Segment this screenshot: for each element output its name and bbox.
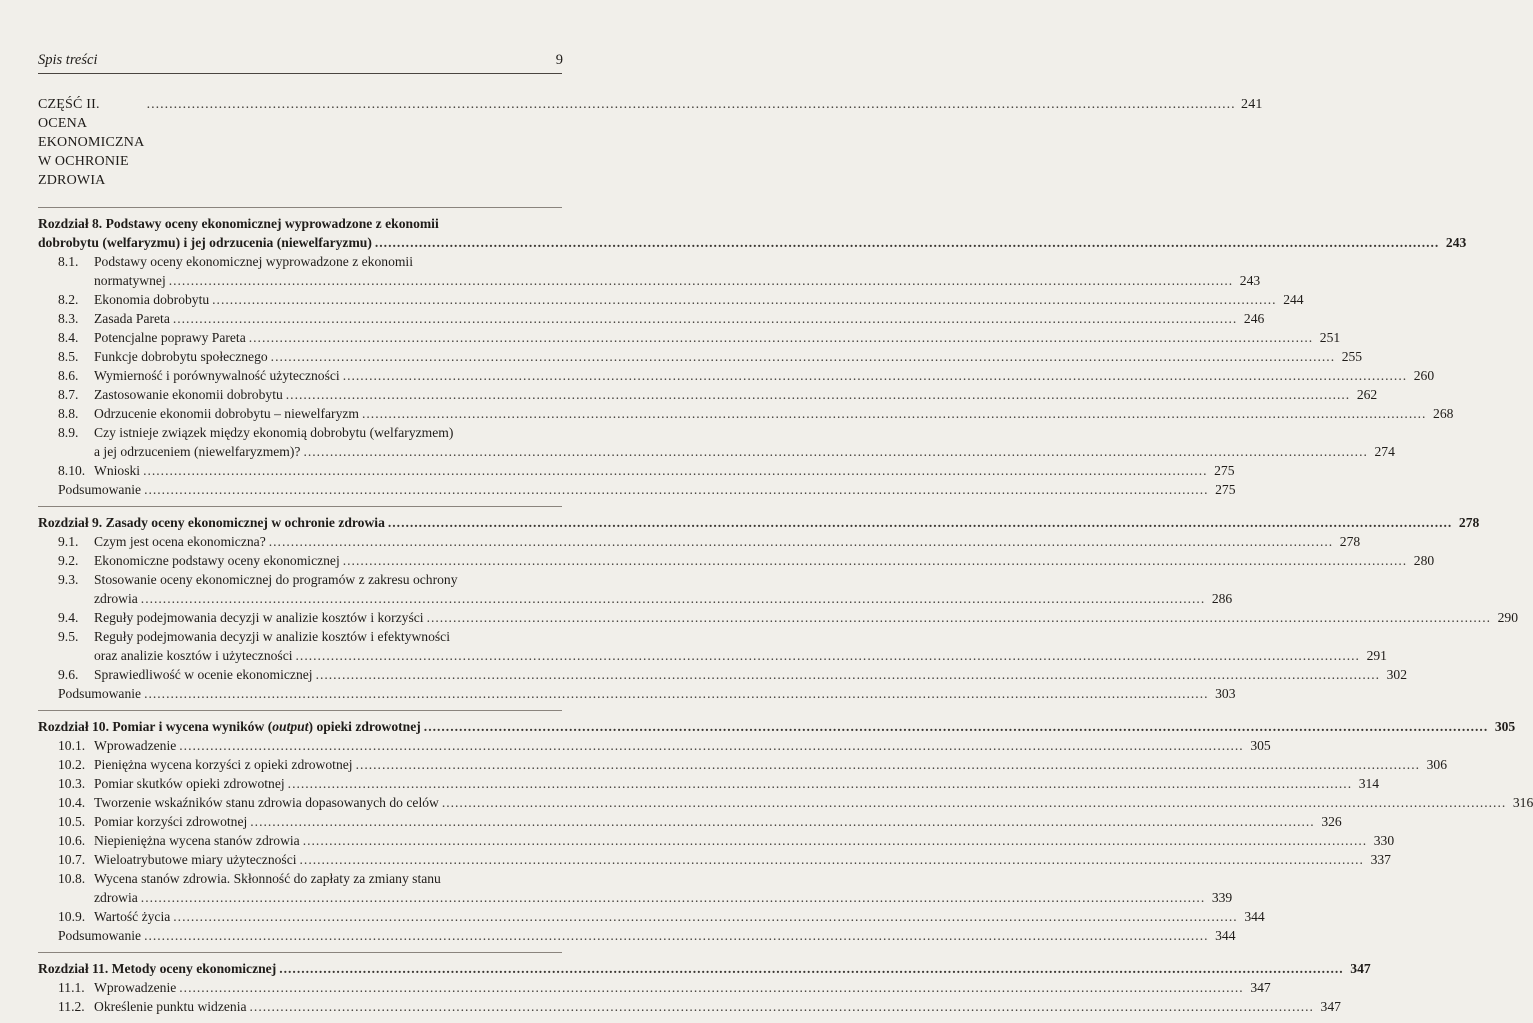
dot-leader xyxy=(424,717,1488,736)
part-page: 241 xyxy=(1241,97,1263,112)
entry-page: 244 xyxy=(1283,292,1304,307)
toc-entry[interactable] xyxy=(38,532,1361,551)
toc-entry[interactable] xyxy=(38,997,1341,1016)
entry-title: normatywnej xyxy=(94,273,166,288)
chapter-section xyxy=(38,506,1518,703)
chapter-page: 347 xyxy=(1350,961,1371,976)
toc-entry[interactable] xyxy=(38,328,1341,347)
toc-entry[interactable] xyxy=(38,850,1391,869)
entry-line xyxy=(94,627,1387,646)
chapter-heading xyxy=(38,214,1467,252)
entry-title: Czy istnieje związek między ekonomią dobrobytu (welfaryzmem) xyxy=(94,425,454,440)
dot-leader xyxy=(143,461,1207,480)
entry-line xyxy=(94,328,1340,347)
dot-leader xyxy=(250,812,1314,831)
chapter-heading xyxy=(38,717,1516,736)
toc-entry[interactable] xyxy=(38,793,1533,812)
entry-line xyxy=(94,423,1395,442)
summary-entry[interactable] xyxy=(38,480,1236,499)
entry-page: 268 xyxy=(1433,406,1454,421)
entry-number: 9.5. xyxy=(58,629,79,644)
entry-page: 274 xyxy=(1374,444,1395,459)
entry-page: 347 xyxy=(1250,980,1271,995)
toc-entry[interactable] xyxy=(38,385,1378,404)
entry-line xyxy=(94,793,1533,812)
italic-term: output xyxy=(272,719,309,734)
dot-leader xyxy=(296,646,1360,665)
dot-leader xyxy=(303,442,1367,461)
entry-title: Tworzenie wskaźników stanu zdrowia dopasowanych do celów xyxy=(94,795,439,810)
entry-number: 10.6. xyxy=(58,833,86,848)
dot-leader xyxy=(144,480,1208,499)
entry-page: 339 xyxy=(1211,890,1233,905)
summary-label: Podsumowanie xyxy=(58,928,142,943)
dot-leader xyxy=(442,793,1506,812)
entry-number: 8.4. xyxy=(58,330,79,345)
entry-body xyxy=(94,665,1407,684)
entry-body xyxy=(94,736,1271,755)
summary-label: Podsumowanie xyxy=(58,686,142,701)
entry-number: 10.2. xyxy=(58,757,86,772)
entry-page: 246 xyxy=(1243,311,1265,326)
entry-line xyxy=(94,366,1434,385)
entry-body xyxy=(94,608,1518,627)
entry-title: Określenie punktu widzenia xyxy=(94,999,247,1014)
entry-number: 10.5. xyxy=(58,814,86,829)
entry-title: Pomiar korzyści zdrowotnej xyxy=(94,814,248,829)
entry-line xyxy=(94,309,1264,328)
toc-entry[interactable] xyxy=(38,755,1447,774)
entry-page: 286 xyxy=(1211,591,1233,606)
entry-page: 344 xyxy=(1244,909,1265,924)
entry-line xyxy=(94,461,1235,480)
toc-entry[interactable] xyxy=(38,366,1435,385)
entry-title: Wartość życia xyxy=(94,909,171,924)
toc-entry[interactable] xyxy=(38,347,1363,366)
entry-line xyxy=(94,271,1260,290)
chapter-page: 278 xyxy=(1458,515,1480,530)
dot-leader xyxy=(316,665,1380,684)
entry-number: 8.6. xyxy=(58,368,79,383)
summary-entry[interactable] xyxy=(38,926,1236,945)
chapter-page: 305 xyxy=(1494,719,1516,734)
entry-title: oraz analizie kosztów i użyteczności xyxy=(94,648,293,663)
entry-body xyxy=(94,252,1260,290)
entry-page: 290 xyxy=(1497,610,1518,625)
entry-number: 11.2. xyxy=(58,999,85,1014)
entry-line xyxy=(94,869,1232,888)
entry-body xyxy=(94,532,1360,551)
entry-title: a jej odrzuceniem (niewelfaryzmem)? xyxy=(94,444,301,459)
dot-leader xyxy=(179,978,1243,997)
entry-body xyxy=(94,793,1533,812)
entry-page: 243 xyxy=(1239,273,1261,288)
entry-title: Reguły podejmowania decyzji w analizie kosztów i korzyści xyxy=(94,610,424,625)
entry-page: 326 xyxy=(1321,814,1342,829)
entry-number: 9.3. xyxy=(58,572,79,587)
toc-entry[interactable] xyxy=(38,812,1342,831)
entry-body xyxy=(94,869,1232,907)
entry-body xyxy=(94,755,1447,774)
entry-line xyxy=(94,252,1260,271)
entry-line xyxy=(94,907,1265,926)
toc-entry[interactable] xyxy=(38,252,1261,290)
dot-leader xyxy=(250,997,1314,1016)
dot-leader xyxy=(212,290,1276,309)
chapter-heading-line xyxy=(38,959,1371,978)
entry-number: 10.4. xyxy=(58,795,86,810)
toc-entry[interactable] xyxy=(38,570,1233,608)
entry-body xyxy=(94,978,1271,997)
entry-line xyxy=(94,646,1387,665)
chapter-title: Rozdział 11. Metody oceny ekonomicznej xyxy=(38,961,277,976)
toc-entry[interactable] xyxy=(38,978,1271,997)
dot-leader xyxy=(362,404,1426,423)
entry-page: 330 xyxy=(1373,833,1395,848)
entry-body xyxy=(94,347,1362,366)
entry-line xyxy=(94,812,1342,831)
toc-entry[interactable] xyxy=(38,907,1265,926)
summary-page: 275 xyxy=(1215,482,1236,497)
summary-page: 344 xyxy=(1215,928,1236,943)
dot-leader xyxy=(147,95,1236,114)
entry-body xyxy=(94,907,1265,926)
entry-number: 11.1. xyxy=(58,980,85,995)
dot-leader xyxy=(269,532,1333,551)
chapter-heading xyxy=(38,513,1480,532)
entry-title: Sprawiedliwość w ocenie ekonomicznej xyxy=(94,667,313,682)
chapter-title: dobrobytu (welfaryzmu) i jej odrzucenia (niewelfaryzmu) xyxy=(38,235,372,250)
entry-body xyxy=(94,404,1453,423)
chapter-heading-line xyxy=(38,233,1467,252)
entry-line xyxy=(94,442,1395,461)
entry-line xyxy=(94,404,1453,423)
entry-title: Potencjalne poprawy Pareta xyxy=(94,330,246,345)
dot-leader xyxy=(169,271,1233,290)
dot-leader xyxy=(300,850,1364,869)
entry-page: 302 xyxy=(1386,667,1407,682)
part-heading xyxy=(38,95,1263,190)
dot-leader xyxy=(179,736,1243,755)
entry-title: Funkcje dobrobytu społecznego xyxy=(94,349,268,364)
toc-entry[interactable] xyxy=(38,627,1387,665)
entry-line xyxy=(94,347,1362,366)
toc-entry[interactable] xyxy=(38,461,1235,480)
entry-body xyxy=(94,309,1264,328)
entry-title: Stosowanie oceny ekonomicznej do programów z zakresu ochrony xyxy=(94,572,458,587)
entry-body xyxy=(94,850,1391,869)
entry-title: Podstawy oceny ekonomicznej wyprowadzone z ekonomii xyxy=(94,254,413,269)
dot-leader xyxy=(279,959,1343,978)
entry-page: 262 xyxy=(1356,387,1378,402)
entry-title: Pieniężna wycena korzyści z opieki zdrowotnej xyxy=(94,757,353,772)
page-number: 9 xyxy=(555,52,563,68)
toc-entry[interactable] xyxy=(38,774,1380,793)
summary-page: 303 xyxy=(1215,686,1236,701)
header-rule xyxy=(38,73,562,74)
entry-body xyxy=(94,997,1341,1016)
entry-body xyxy=(94,774,1379,793)
summary-label: Podsumowanie xyxy=(58,482,142,497)
dot-leader xyxy=(144,926,1208,945)
entry-title: Zasada Pareta xyxy=(94,311,170,326)
entry-title: Wprowadzenie xyxy=(94,738,177,753)
entry-number: 9.1. xyxy=(58,534,79,549)
entry-line xyxy=(94,831,1394,850)
chapter-section xyxy=(38,952,1371,1016)
entry-body xyxy=(94,812,1342,831)
entry-body xyxy=(94,290,1304,309)
chapter-title: Rozdział 9. Zasady oceny ekonomicznej w ochronie zdrowia xyxy=(38,515,385,530)
entry-number: 8.9. xyxy=(58,425,79,440)
entry-page: 306 xyxy=(1426,757,1447,772)
running-head-title: Spis treści xyxy=(38,52,98,68)
dot-leader xyxy=(141,888,1205,907)
entry-number: 8.1. xyxy=(58,254,79,269)
entry-line xyxy=(94,551,1434,570)
entry-body xyxy=(94,831,1394,850)
entry-title: Wnioski xyxy=(94,463,141,478)
chapter-heading xyxy=(38,959,1371,978)
toc-entry[interactable] xyxy=(38,551,1435,570)
dot-leader xyxy=(288,774,1352,793)
entry-title: Wymierność i porównywalność użyteczności xyxy=(94,368,340,383)
entry-number: 10.3. xyxy=(58,776,86,791)
entry-line xyxy=(94,888,1232,907)
entry-page: 316 xyxy=(1512,795,1533,810)
entry-title: Zastosowanie ekonomii dobrobytu xyxy=(94,387,283,402)
dot-leader xyxy=(388,513,1452,532)
entry-title: Ekonomia dobrobytu xyxy=(94,292,210,307)
toc-entry[interactable] xyxy=(38,831,1395,850)
entry-number: 9.2. xyxy=(58,553,79,568)
entry-title: Pomiar skutków opieki zdrowotnej xyxy=(94,776,285,791)
entry-line xyxy=(94,570,1232,589)
toc-entry[interactable] xyxy=(38,309,1265,328)
entry-line xyxy=(94,589,1232,608)
entry-line xyxy=(94,665,1407,684)
dot-leader xyxy=(286,385,1350,404)
dot-leader xyxy=(271,347,1335,366)
entry-body xyxy=(94,551,1434,570)
chapter-page: 243 xyxy=(1445,235,1467,250)
entry-number: 8.3. xyxy=(58,311,79,326)
entry-body xyxy=(94,385,1377,404)
chapter-title: Rozdział 8. Podstawy oceny ekonomicznej wyprowadzone z ekonomii xyxy=(38,216,439,231)
chapter-section xyxy=(38,207,1467,499)
entry-number: 8.10. xyxy=(58,463,86,478)
dot-leader xyxy=(173,309,1237,328)
entry-title: Wprowadzenie xyxy=(94,980,177,995)
part-title: CZĘŚĆ II. OCENA EKONOMICZNA W OCHRONIE ZDROWIA xyxy=(38,97,144,188)
entry-title: Wieloatrybutowe miary użyteczności xyxy=(94,852,297,867)
entry-number: 8.7. xyxy=(58,387,79,402)
entry-page: 255 xyxy=(1341,349,1363,364)
entry-line xyxy=(94,755,1447,774)
entry-page: 314 xyxy=(1358,776,1380,791)
entry-page: 275 xyxy=(1214,463,1235,478)
chapter-section xyxy=(38,710,1533,945)
summary-entry[interactable] xyxy=(38,684,1236,703)
entry-body xyxy=(94,570,1232,608)
entry-number: 8.2. xyxy=(58,292,79,307)
entry-number: 10.7. xyxy=(58,852,86,867)
entry-title: zdrowia xyxy=(94,591,138,606)
dot-leader xyxy=(427,608,1491,627)
entry-title: Reguły podejmowania decyzji w analizie kosztów i efektywności xyxy=(94,629,450,644)
entry-page: 305 xyxy=(1250,738,1271,753)
entry-title: zdrowia xyxy=(94,890,138,905)
entry-line xyxy=(94,532,1360,551)
toc-entry[interactable] xyxy=(38,608,1518,627)
entry-number: 8.5. xyxy=(58,349,79,364)
entry-page: 260 xyxy=(1413,368,1435,383)
dot-leader xyxy=(343,366,1407,385)
chapter-title: Rozdział 10. Pomiar i wycena wyników (output) opieki zdrowotnej xyxy=(38,719,421,734)
entry-page: 337 xyxy=(1370,852,1391,867)
dot-leader xyxy=(375,233,1439,252)
dot-leader xyxy=(173,907,1237,926)
dot-leader xyxy=(141,589,1205,608)
dot-leader xyxy=(356,755,1420,774)
entry-number: 9.4. xyxy=(58,610,79,625)
entry-number: 10.1. xyxy=(58,738,86,753)
entry-line xyxy=(94,736,1271,755)
toc-entry[interactable] xyxy=(38,736,1271,755)
toc-entry[interactable] xyxy=(38,869,1233,907)
entry-page: 280 xyxy=(1413,553,1435,568)
running-head xyxy=(38,50,563,70)
entry-line xyxy=(94,774,1379,793)
chapter-heading-line xyxy=(38,717,1516,736)
entry-line xyxy=(94,997,1341,1016)
toc-entry[interactable] xyxy=(38,665,1407,684)
dot-leader xyxy=(303,831,1367,850)
dot-leader xyxy=(249,328,1313,347)
entry-page: 347 xyxy=(1320,999,1341,1014)
chapter-heading-line xyxy=(38,513,1480,532)
dot-leader xyxy=(343,551,1407,570)
entry-number: 8.8. xyxy=(58,406,79,421)
entry-line xyxy=(94,608,1518,627)
entry-body xyxy=(94,423,1395,461)
table-of-contents xyxy=(38,95,1533,1023)
chapter-heading-line xyxy=(38,214,562,233)
entry-page: 251 xyxy=(1319,330,1341,345)
entry-title: Odrzucenie ekonomii dobrobytu – niewelfaryzm xyxy=(94,406,359,421)
entry-number: 9.6. xyxy=(58,667,79,682)
dot-leader xyxy=(144,684,1208,703)
entry-line xyxy=(94,290,1304,309)
entry-title: Niepieniężna wycena stanów zdrowia xyxy=(94,833,300,848)
entry-number: 10.8. xyxy=(58,871,86,886)
entry-body xyxy=(94,627,1387,665)
entry-body xyxy=(94,366,1434,385)
entry-title: Ekonomiczne podstawy oceny ekonomicznej xyxy=(94,553,340,568)
entry-line xyxy=(94,978,1271,997)
entry-number: 10.9. xyxy=(58,909,86,924)
toc-entry[interactable] xyxy=(38,290,1304,309)
entry-body xyxy=(94,461,1235,480)
entry-title: Wycena stanów zdrowia. Skłonność do zapłaty za zmiany stanu xyxy=(94,871,441,886)
entry-page: 291 xyxy=(1366,648,1387,663)
entry-page: 278 xyxy=(1339,534,1361,549)
entry-title: Czym jest ocena ekonomiczna? xyxy=(94,534,266,549)
toc-entry[interactable] xyxy=(38,404,1454,423)
entry-body xyxy=(94,328,1340,347)
entry-line xyxy=(94,850,1391,869)
entry-line xyxy=(94,385,1377,404)
toc-entry[interactable] xyxy=(38,423,1395,461)
